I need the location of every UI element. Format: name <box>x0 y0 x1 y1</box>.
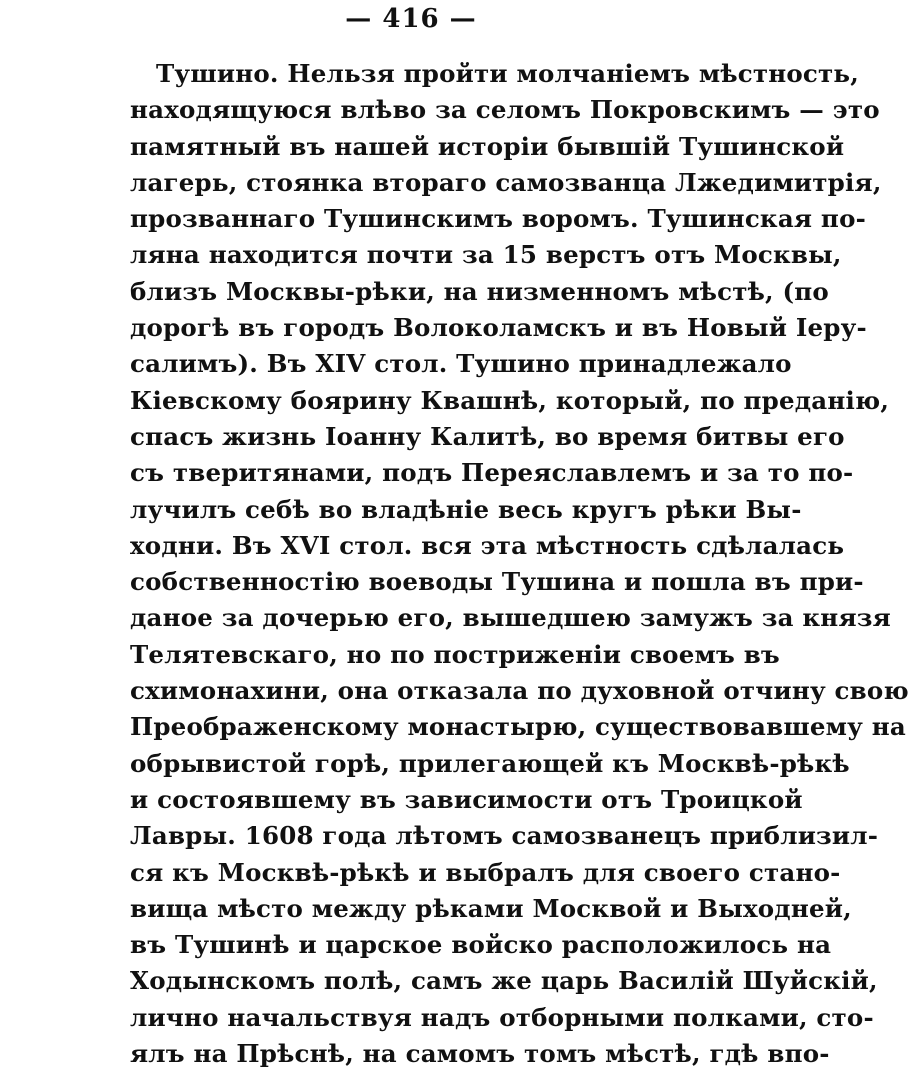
body-text <box>130 56 909 1072</box>
text-line: вища мѣсто между рѣками Москвой и Выходней, <box>130 893 852 923</box>
text-line: находящуюся влѣво за селомъ Покровскимъ — это <box>130 95 880 125</box>
text-line: въ Тушинѣ и царское войско расположилось на <box>130 930 832 960</box>
text-line: Ходынскомъ полѣ, самъ же царь Василiй Шуйскiй, <box>130 966 878 996</box>
text-line: обрывистой горѣ, прилегающей къ Москвѣ-рѣкѣ <box>130 748 850 778</box>
text-line: салимъ). Въ XIV стол. Тушино принадлежало <box>130 349 792 379</box>
text-line: Преображенскому монастырю, существовавшему на <box>130 712 906 742</box>
text-line: прозваннаго Тушинскимъ воромъ. Тушинская по- <box>130 204 866 234</box>
text-line: спасъ жизнь Iоанну Калитѣ, во время битвы его <box>130 421 845 451</box>
text-line: собственностiю воеводы Тушина и пошла въ при- <box>130 567 864 597</box>
text-line: лично начальствуя надъ отборными полками, сто- <box>130 1002 874 1032</box>
text-line: близъ Москвы-рѣки, на низменномъ мѣстѣ, (по <box>130 276 829 306</box>
text-line: и состоявшему въ зависимости отъ Троицкой <box>130 784 803 814</box>
page-number: — 416 — <box>345 4 477 34</box>
text-line: дорогѣ въ городъ Волоколамскъ и въ Новый Iеру- <box>130 313 867 343</box>
text-line: лучилъ себѣ во владѣнiе весь кругъ рѣки Вы- <box>130 494 802 524</box>
text-line: схимонахини, она отказала по духовной отчину свою <box>130 676 909 706</box>
text-line: ходни. Въ XVI стол. вся эта мѣстность сдѣлалась <box>130 530 845 560</box>
text-line: Лавры. 1608 года лѣтомъ самозванецъ приблизил- <box>130 821 879 851</box>
text-line: ялъ на Прѣснѣ, на самомъ томъ мѣстѣ, гдѣ впо- <box>130 1039 830 1069</box>
text-line: ляна находится почти за 15 верстъ отъ Москвы, <box>130 240 842 270</box>
text-line: Телятевскаго, но по постриженiи своемъ въ <box>130 639 780 669</box>
text-line: ся къ Москвѣ-рѣкѣ и выбралъ для своего стано- <box>130 857 841 887</box>
text-line: Кiевскому боярину Квашнѣ, который, по преданiю, <box>130 385 890 415</box>
text-line: лагерь, стоянка втораго самозванца Лжедимитрiя, <box>130 167 882 197</box>
text-line: даное за дочерью его, вышедшею замужъ за князя <box>130 603 891 633</box>
text-line: Тушино. Нельзя пройти молчанiемъ мѣстность, <box>156 59 859 88</box>
text-line: съ тверитянами, подъ Переяславлемъ и за то по- <box>130 458 854 488</box>
text-line: памятный въ нашей исторiи бывшiй Тушинской <box>130 131 845 161</box>
